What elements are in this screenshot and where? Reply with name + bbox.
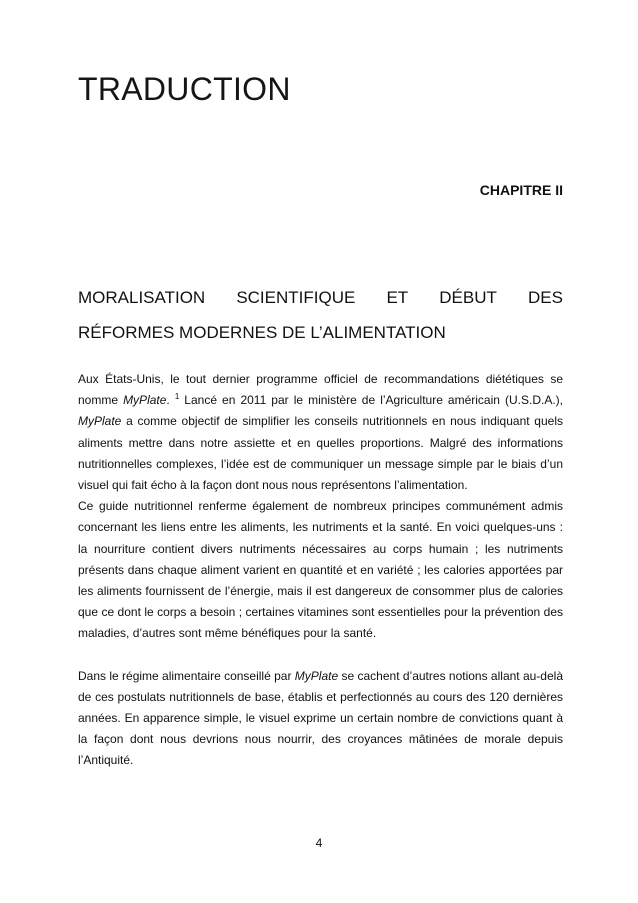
body-text — [78, 369, 563, 772]
paragraph-1-text-c: Lancé en 2011 par le ministère de l’Agriculture américain (U.S.D.A.), — [179, 393, 563, 408]
myplate-term: MyPlate — [123, 393, 167, 408]
chapter-title-line-2: RÉFORMES MODERNES DE L’ALIMENTATION — [78, 323, 446, 342]
myplate-term: MyPlate — [294, 668, 339, 683]
title-word: MORALISATION — [78, 288, 206, 307]
paragraph-1-text-b: . — [166, 393, 175, 408]
page-number: 4 — [315, 836, 323, 850]
chapter-heading: CHAPITRE II — [479, 182, 563, 198]
paragraph-3 — [78, 666, 563, 772]
section-label: TRADUCTION — [78, 71, 291, 107]
paragraph-3-text-a: Dans le régime alimentaire conseillé par — [78, 668, 295, 683]
myplate-term: MyPlate — [78, 414, 122, 429]
paragraph-1 — [78, 369, 563, 496]
title-word: DES — [528, 288, 563, 307]
title-word: ET — [386, 288, 409, 307]
title-word: DÉBUT — [439, 288, 497, 307]
title-word: SCIENTIFIQUE — [236, 288, 356, 307]
footnote-ref[interactable]: 1 — [174, 392, 180, 402]
paragraph-1-text-a: Aux États-Unis, le tout dernier programme officiel de recommandations diététiques se nomme — [78, 372, 563, 408]
chapter-title — [78, 280, 563, 350]
chapter-title-line-1 — [78, 280, 563, 315]
paragraph-3-text-b: se cachent d’autres notions allant au-delà de ces postulats nutritionnels de base, établis et perfectionnés au cours des 120 dernières années. En apparence simple, le visuel exprime un certain nombre de convictions quant à la façon dont nous devrions nous nourrir, des croyances mâtinées de morale depuis l’Antiquité. — [78, 668, 563, 768]
paragraph-2: Ce guide nutritionnel renferme également de nombreux principes communément admis concernant les liens entre les aliments, les nutriments et la santé. En voici quelques-uns : la nourriture contient divers nutriments nécessaires au corps humain ; les nutriments présents dans chaque aliment varient en quantité et en variété ; les calories apportées par les aliments fournissent de l’énergie, mais il est dangereux de consommer plus de calories que ce dont le corps a besoin ; certaines vitamines sont essentielles pour la prévention des maladies, d’autres sont même bénéfiques pour la santé. — [78, 499, 563, 641]
paragraph-1-text-d: a comme objectif de simplifier les conseils nutritionnels en nous indiquant quels aliments mettre dans notre assiette et en quelles proportions. Malgré des informations nutritionnelles complexes, l’idée est de communiquer un message simple par le biais d’un visuel qui fait écho à la façon dont nous nous représentons l’alimentation. — [78, 414, 563, 493]
